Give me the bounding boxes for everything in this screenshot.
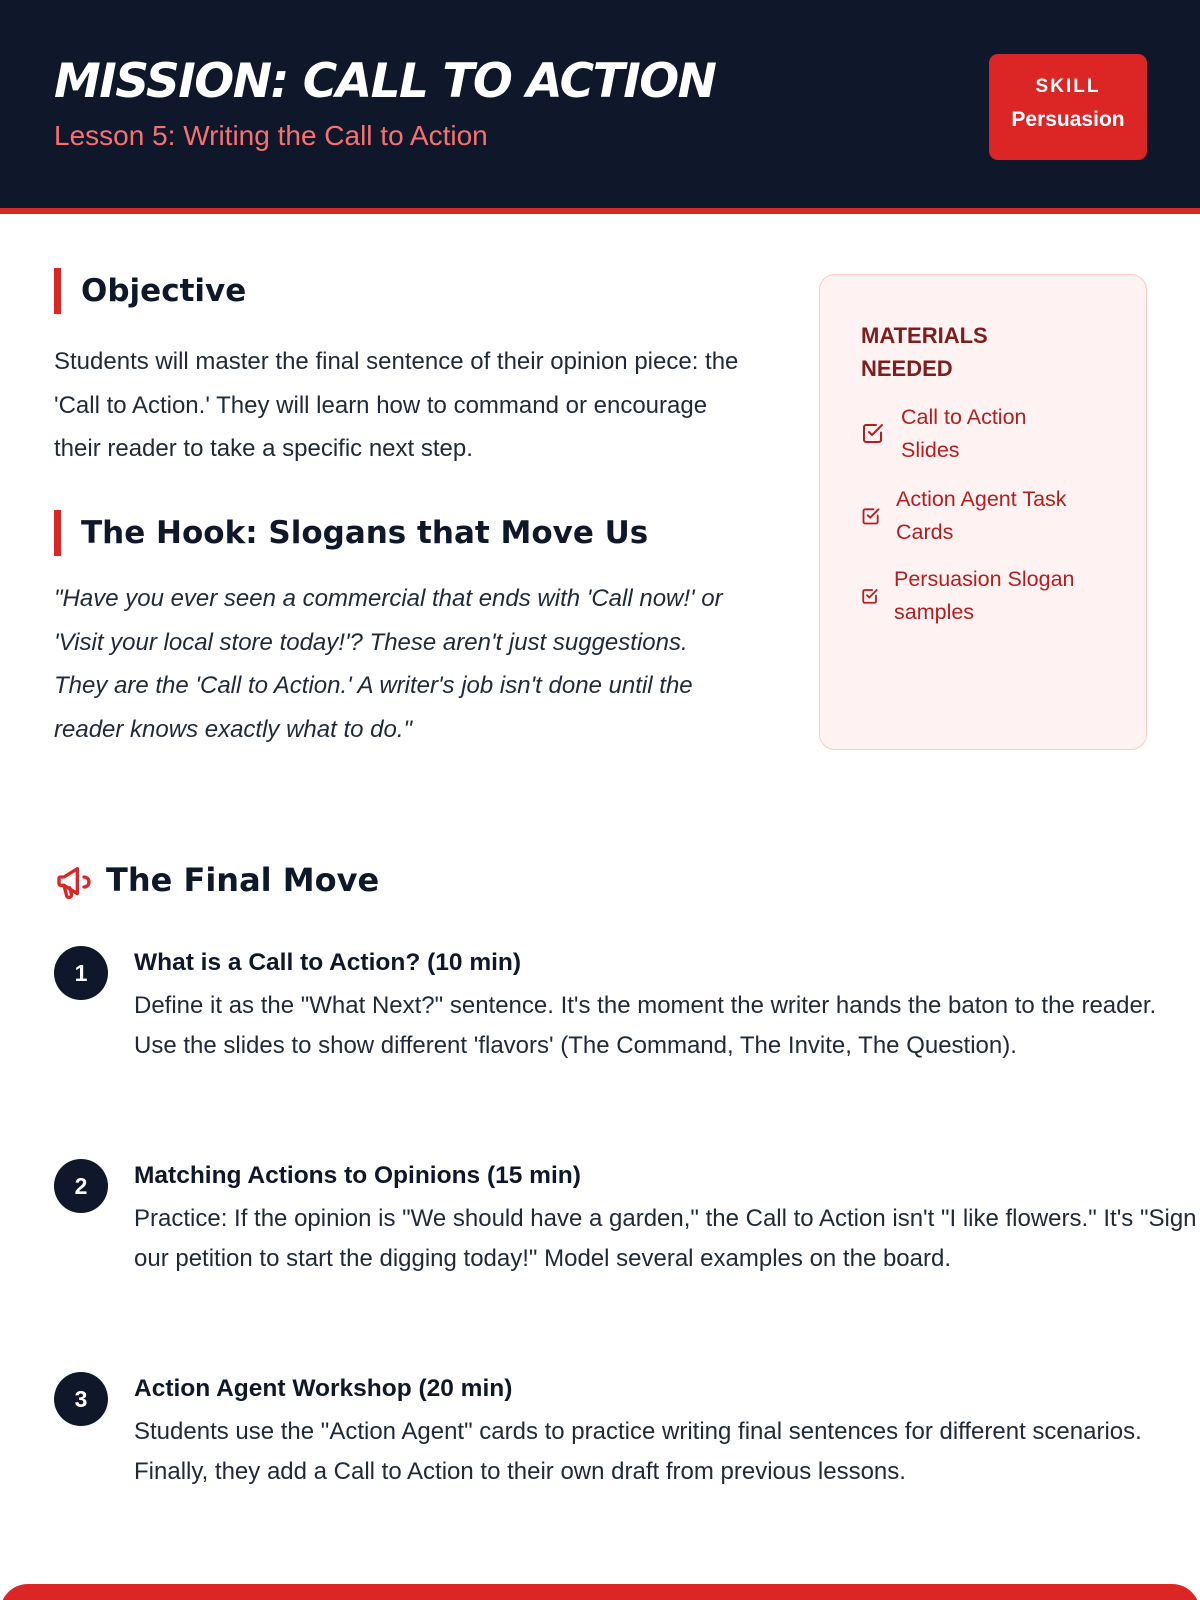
step-number-badge: 3	[54, 1372, 108, 1426]
lesson-header	[0, 0, 1200, 214]
footer-bar	[0, 1584, 1200, 1600]
checkbox-icon	[861, 506, 881, 526]
step-body: Students use the "Action Agent" cards to practice writing final sentences for different scenarios. Finally, they add a Call to Action to their own draft from previous lessons.	[134, 1418, 1142, 1485]
step-title: What is a Call to Action? (10 min)	[134, 949, 522, 976]
material-label: Call to Action Slides	[901, 405, 1027, 462]
objective-text: Students will master the final sentence of their opinion piece: the 'Call to Action.' They will learn how to command or encourage their reader to take a specific next step.	[54, 348, 739, 462]
materials-panel	[819, 274, 1147, 750]
hook-heading: The Hook: Slogans that Move Us	[54, 510, 648, 556]
step-title: Action Agent Workshop (20 min)	[134, 1375, 513, 1402]
objective-heading: Objective	[54, 268, 246, 314]
step-body: Define it as the "What Next?" sentence. It's the moment the writer hands the baton to the reader. Use the slides to show different 'flavors' (The Command, The Invite, The Question).	[134, 992, 1157, 1059]
page-title: MISSION: CALL TO ACTION	[54, 54, 716, 109]
final-move-heading: The Final Move	[106, 861, 380, 899]
megaphone-icon	[54, 862, 94, 902]
step-number-badge: 2	[54, 1159, 108, 1213]
skill-value: Persuasion	[1011, 108, 1125, 131]
skill-badge	[989, 54, 1147, 160]
step-number-badge: 1	[54, 946, 108, 1000]
checkbox-icon	[861, 587, 879, 605]
step-title: Matching Actions to Opinions (15 min)	[134, 1162, 581, 1189]
step-body: Practice: If the opinion is "We should have a garden," the Call to Action isn't "I like flowers." It's "Sign our petition to start the digging today!" Model several examples on the board.	[134, 1205, 1197, 1272]
materials-title: MATERIALS NEEDED	[861, 323, 988, 381]
material-label: Action Agent Task Cards	[896, 487, 1067, 544]
hook-quote: "Have you ever seen a commercial that ends with 'Call now!' or 'Visit your local store today!'? These aren't just suggestions. They are the 'Call to Action.' A writer's job isn't done until the reader knows exactly what to do."	[54, 585, 723, 743]
lesson-subtitle: Lesson 5: Writing the Call to Action	[54, 120, 488, 151]
skill-label: SKILL	[1035, 76, 1101, 97]
checkbox-icon	[861, 421, 885, 445]
material-label: Persuasion Slogan samples	[894, 567, 1075, 624]
